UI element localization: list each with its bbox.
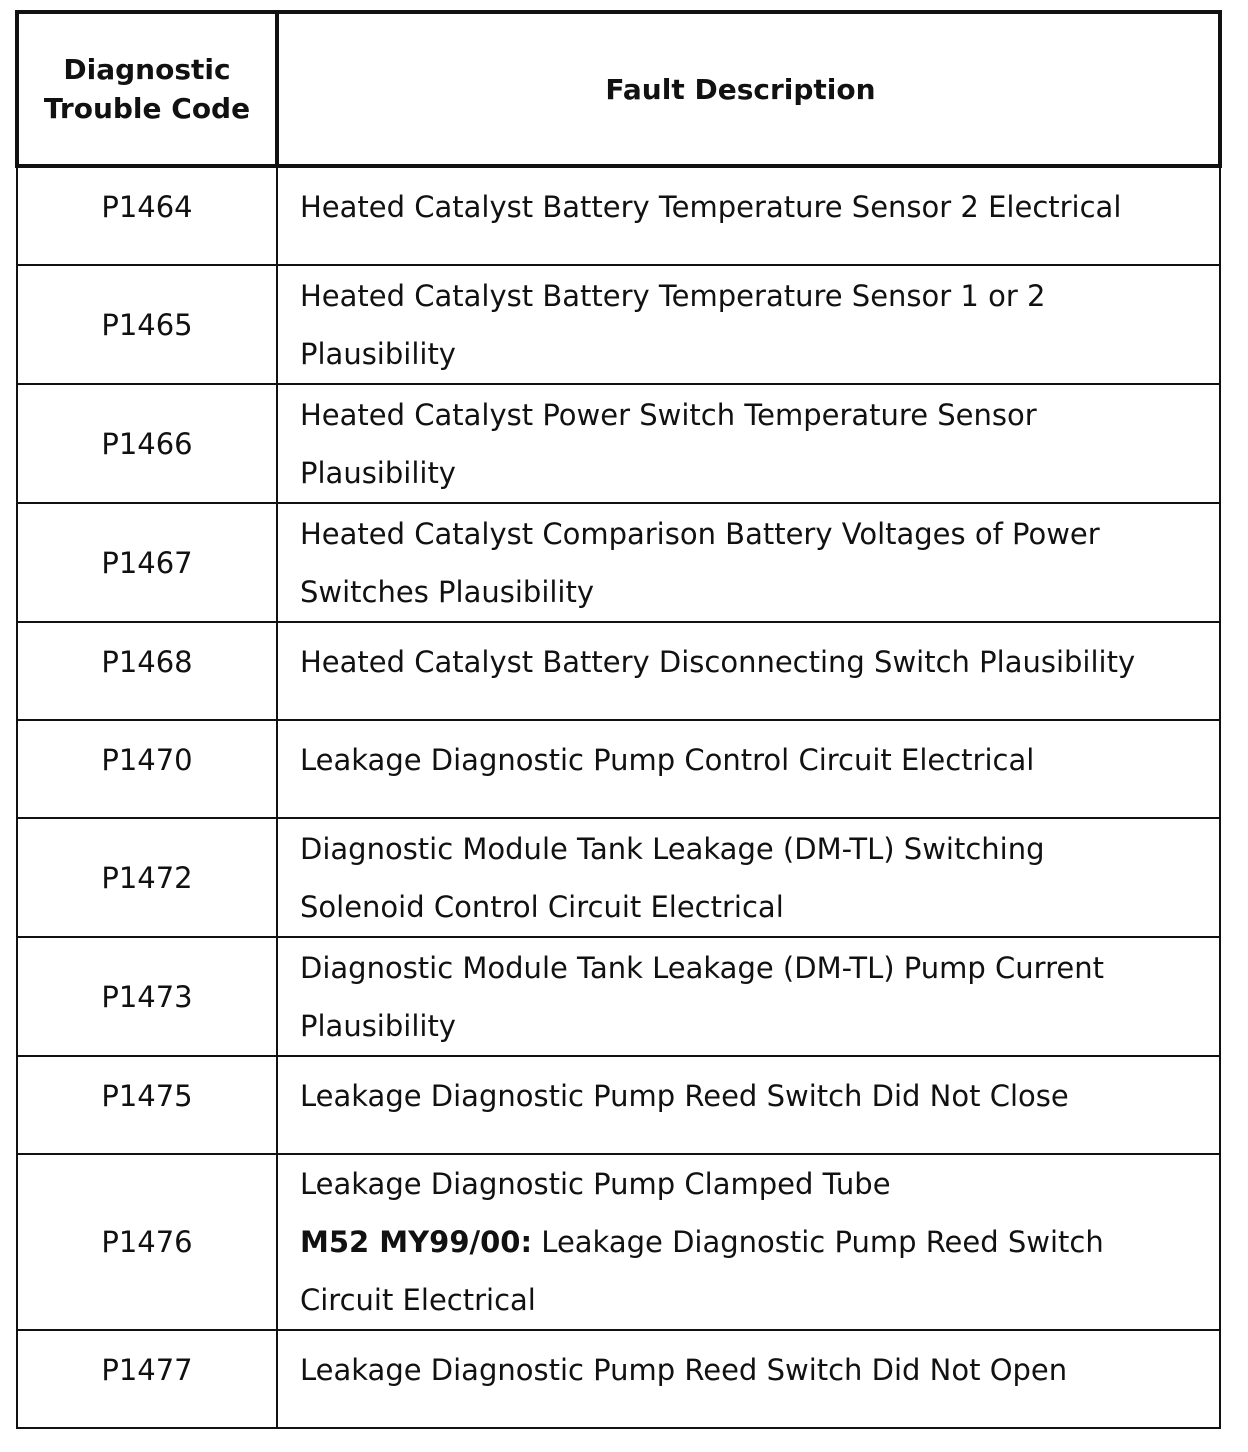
table-row [17,1056,1220,1154]
column-header-code: Diagnostic Trouble Code [17,12,277,166]
code-text: P1468 [101,645,193,679]
description-line: Leakage Diagnostic Pump Reed Switch Did Not Close [300,1079,1069,1113]
description-line: Circuit Electrical [300,1283,536,1317]
code-cell [17,818,277,937]
description-line: Plausibility [300,1008,456,1043]
description-cell [277,265,1220,384]
code-text: P1466 [101,426,193,461]
code-cell [17,1154,277,1330]
code-text: P1473 [101,979,193,1014]
table-row [17,1330,1220,1428]
description-line: Solenoid Control Circuit Electrical [300,889,784,924]
table-row [17,937,1220,1056]
description-cell [277,818,1220,937]
code-text: P1470 [101,743,193,777]
description-line: Leakage Diagnostic Pump Control Circuit Electrical [300,743,1035,777]
description-line: Diagnostic Module Tank Leakage (DM-TL) Pump Current [300,950,1104,985]
model-year-note-label: M52 MY99/00: [300,1225,533,1259]
description-line: Heated Catalyst Battery Disconnecting Switch Plausibility [300,645,1136,679]
description-line: Heated Catalyst Comparison Battery Voltages of Power [300,516,1100,551]
dtc-table [15,10,1222,1429]
code-text: P1472 [101,860,193,895]
description-line: Diagnostic Module Tank Leakage (DM-TL) Switching [300,831,1045,866]
code-text: P1476 [101,1225,193,1259]
code-text: P1475 [101,1079,193,1113]
code-text: P1477 [101,1353,193,1387]
description-line-text: Leakage Diagnostic Pump Reed Switch [541,1225,1104,1259]
code-cell [17,265,277,384]
code-cell [17,384,277,503]
table-header-row [17,12,1220,166]
column-header-description: Fault Description [277,12,1220,166]
table-row [17,265,1220,384]
code-cell [17,622,277,720]
code-cell [17,166,277,265]
code-cell [17,937,277,1056]
table-row [17,1154,1220,1330]
table-row [17,622,1220,720]
code-cell [17,720,277,818]
description-line: Leakage Diagnostic Pump Reed Switch Did Not Open [300,1353,1068,1387]
code-cell [17,1330,277,1428]
description-cell [277,937,1220,1056]
description-cell [277,1330,1220,1428]
description-line: Leakage Diagnostic Pump Clamped Tube [300,1167,891,1201]
description-line: Heated Catalyst Battery Temperature Sensor 2 Electrical [300,190,1122,224]
code-text: P1467 [101,545,193,580]
description-cell [277,720,1220,818]
description-cell [277,503,1220,622]
description-cell [277,1056,1220,1154]
code-cell [17,1056,277,1154]
code-text: P1464 [101,190,193,224]
description-cell [277,384,1220,503]
description-line: Plausibility [300,455,456,490]
code-text: P1465 [101,307,193,342]
description-cell [277,166,1220,265]
table-row [17,503,1220,622]
description-line: Switches Plausibility [300,574,595,609]
table-row [17,720,1220,818]
description-line: Heated Catalyst Power Switch Temperature Sensor [300,397,1037,432]
table-row [17,166,1220,265]
description-cell [277,622,1220,720]
description-line: Plausibility [300,336,456,371]
description-cell [277,1154,1220,1330]
description-line: Heated Catalyst Battery Temperature Sensor 1 or 2 [300,278,1046,313]
code-cell [17,503,277,622]
table-row [17,818,1220,937]
table-row [17,384,1220,503]
description-line [300,1213,1201,1271]
